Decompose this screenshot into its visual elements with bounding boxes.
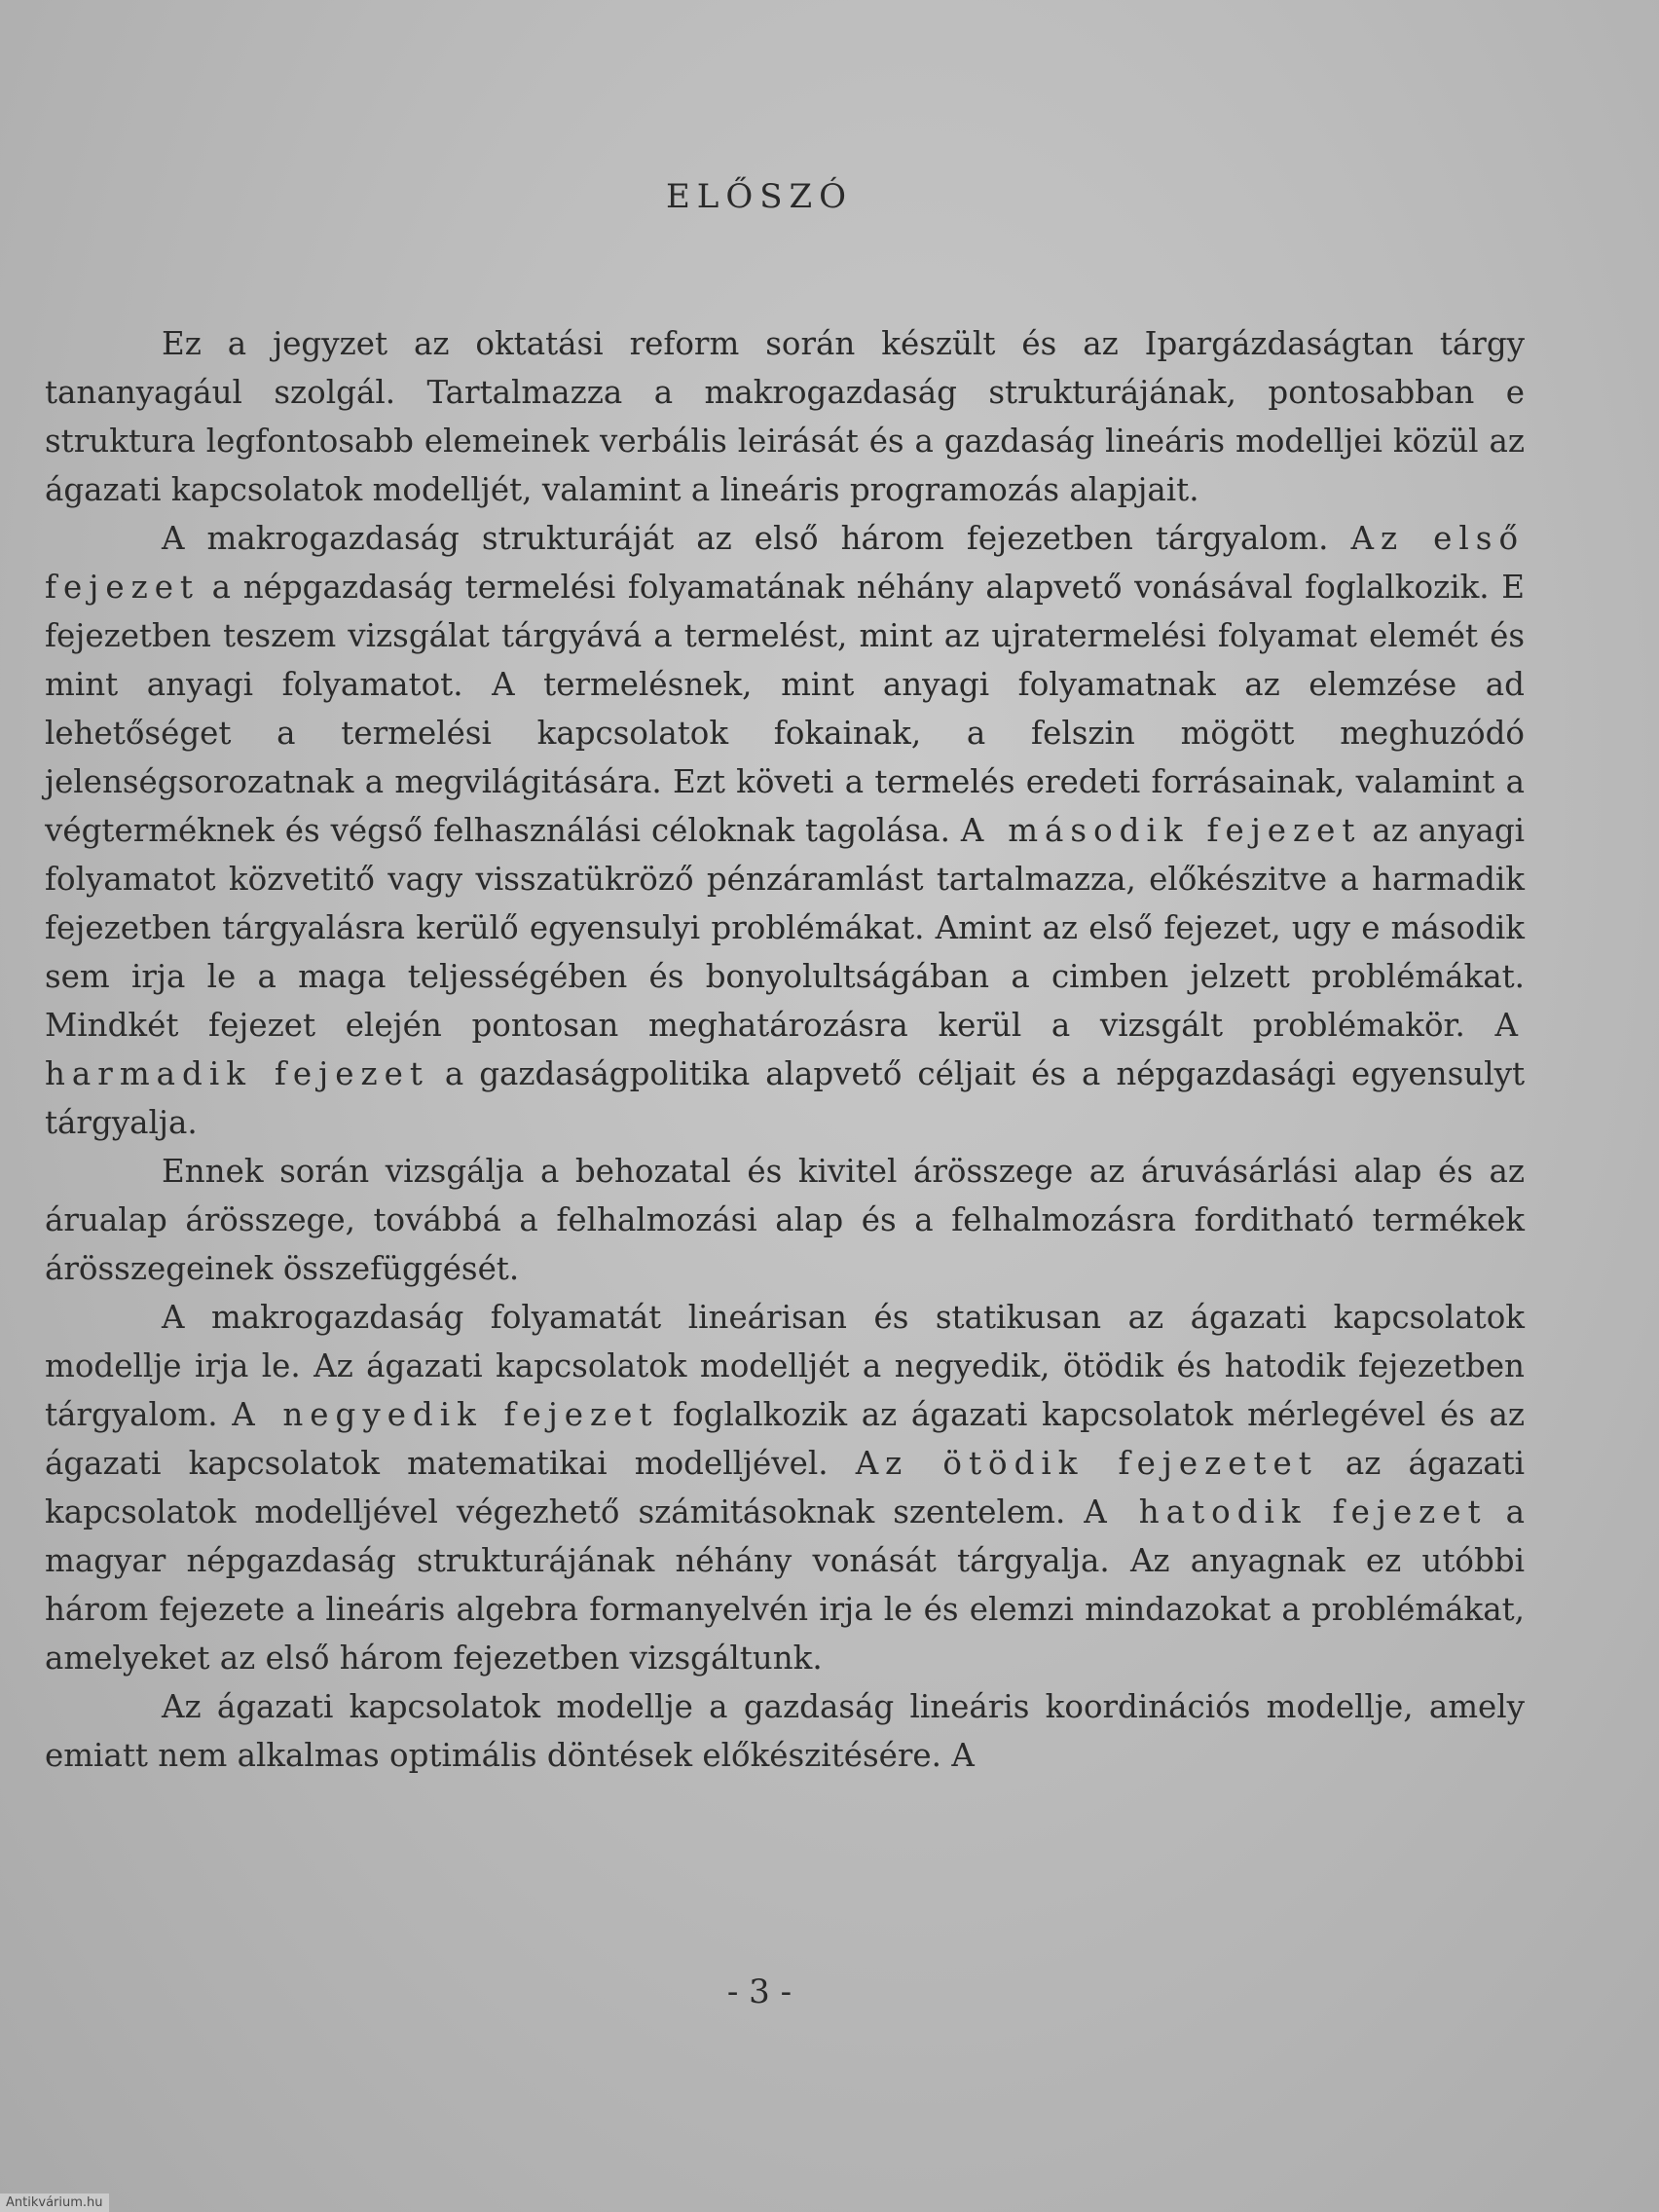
text-segment: foglalkozik az ágazati kapcsolatok mérlegével és az ágazati kapcsolatok matematikai modelljével. bbox=[45, 1396, 1525, 1482]
text-segment: Ez a jegyzet az oktatási reform során készült és az Ipargázdaságtan tárgy tananyagául szolgál. Tartalmazza a makrogazdaság strukturájának, pontosabban e struktura legfontosabb elemeinek verbális leirását és a gazdaság lineáris modelljei közül az ágazati kapcsolatok modelljét, valamint a lineáris programozás alapjait. bbox=[45, 325, 1525, 508]
text-segment: Az ágazati kapcsolatok modellje a gazdaság lineáris koordinációs modellje, amely emiatt nem alkalmas optimális döntések előkészitésére. A bbox=[45, 1688, 1525, 1774]
chapter-reference: A harmadik fejezet bbox=[45, 1007, 1525, 1092]
chapter-reference: A negyedik fejezet bbox=[232, 1396, 659, 1433]
chapter-reference: A második fejezet bbox=[960, 812, 1362, 849]
paragraph-4 bbox=[45, 1293, 1525, 1682]
text-segment: A makrogazdaság strukturáját az első három fejezetben tárgyalom. bbox=[162, 520, 1351, 557]
paragraph-5 bbox=[45, 1682, 1525, 1780]
body-text bbox=[45, 319, 1525, 1780]
text-segment: Ennek során vizsgálja a behozatal és kivitel árösszege az áruvásárlási alap és az árualap árösszege, továbbá a felhalmozási alap és a felhalmozásra forditható termékek árösszegeinek összefüggését. bbox=[45, 1153, 1525, 1287]
paragraph-3 bbox=[45, 1147, 1525, 1293]
paragraph-1 bbox=[45, 319, 1525, 514]
page-title: ELŐSZÓ bbox=[665, 177, 854, 216]
text-segment: a népgazdaság termelési folyamatának néhány alapvető vonásával foglalkozik. E fejezetben teszem vizsgálat tárgyává a termelést, mint az ujratermelési folyamat elemét és mint anyagi folyamatot. A termelésnek, mint anyagi folyamatnak az elemzése ad lehetőséget a termelési kapcsolatok fokainak, a felszin mögött meghuzódó jelenségsorozatnak a megvilágitására. Ezt követi a termelés eredeti forrásainak, valamint a végterméknek és végső felhasználási céloknak tagolása. bbox=[45, 569, 1525, 849]
text-segment: a gazdaságpolitika alapvető céljait és a népgazdasági egyensulyt tárgyalja. bbox=[45, 1055, 1526, 1141]
text-segment: A makrogazdaság folyamatát lineárisan és statikusan az ágazati kapcsolatok modellje irja le. Az ágazati kapcsolatok modelljét a negyedik, ötödik és hatodik fejezetben tárgyalom. bbox=[45, 1299, 1525, 1433]
text-segment: az ágazati kapcsolatok modelljével végezhető számitásoknak szentelem. bbox=[45, 1445, 1526, 1530]
text-segment: a magyar népgazdaság strukturájának néhány vonását tárgyalja. Az anyagnak ez utóbbi három fejezete a lineáris algebra formanyelvén irja le és elemzi mindazokat a problémákat, amelyeket az első három fejezetben vizsgáltunk. bbox=[45, 1493, 1525, 1677]
watermark: Antikvárium.hu bbox=[0, 2194, 109, 2212]
paragraph-2 bbox=[45, 514, 1525, 1147]
page-number: - 3 - bbox=[726, 1972, 793, 2011]
chapter-reference: Az ötödik fejezetet bbox=[855, 1445, 1318, 1482]
chapter-reference: Az első fejezet bbox=[45, 520, 1526, 606]
text-segment: az anyagi folyamatot közvetitő vagy visszatükröző pénzáramlást tartalmazza, előkészitve a harmadik fejezetben tárgyalásra kerülő egyensulyi problémákat. Amint az első fejezet, ugy e második sem irja le a maga teljességében és bonyolultságában a cimben jelzett problémákat. Mindkét fejezet elején pontosan meghatározásra kerül a vizsgált problémakör. bbox=[45, 812, 1526, 1044]
chapter-reference: A hatodik fejezet bbox=[1084, 1493, 1488, 1530]
